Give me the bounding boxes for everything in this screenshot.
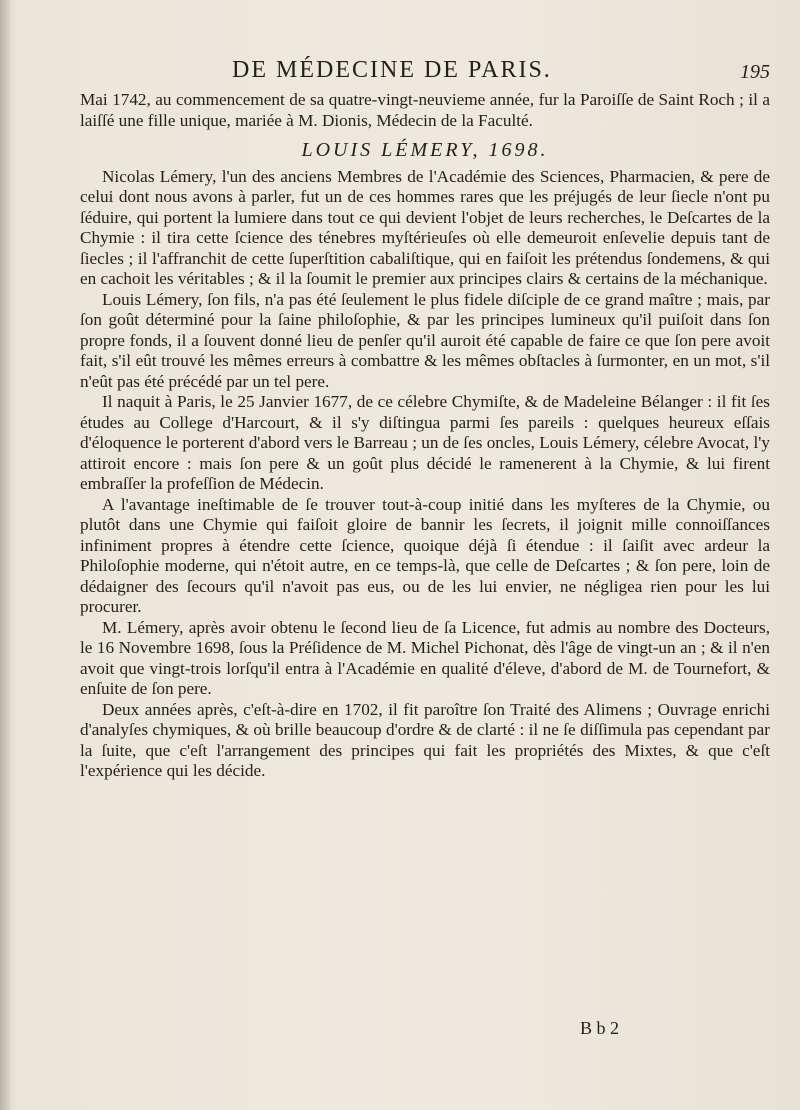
running-title: DE MÉDECINE DE PARIS. [232,57,552,83]
paragraph: Il naquit à Paris, le 25 Janvier 1677, de ce célebre Chymiſte, & de Madeleine Bélanger : il fit ſes études au College d'Harcourt, & il s'y diſtingua parmi ſes pareils : quelques heureux eſſais d'éloquence le porterent d'abord vers le Barreau ; un de ſes oncles, Louis Lémery, célebre Avocat, l'y attiroit encore : mais ſon pere & un goût plus décidé le ramenerent à la Chymie, & lui firent embraſſer la profeſſion de Médecin. [80,392,770,493]
paragraph: Louis Lémery, ſon fils, n'a pas été ſeulement le plus fidele diſciple de ce grand maître ; mais, par ſon goût déterminé pour la ſaine philoſophie, & par les principes lumineux qu'il puiſoit dans ſon propre fonds, il a ſouvent donné lieu de penſer qu'il auroit été capable de faire ce que ſon pere avoit fait, s'il eût trouvé les mêmes erreurs à combattre & les mêmes obſtacles à ſurmonter, en un mot, s'il n'eût pas été précédé par un tel pere. [80,289,770,391]
paragraph: Nicolas Lémery, l'un des anciens Membres de l'Académie des Sciences, Pharmacien, & pere de celui dont nous avons à parler, fut un de ces hommes rares que les préjugés de leur ſiecle n'ont pu ſéduire, qui portent la lumiere dans tout ce qui devient l'objet de leurs recherches, le Deſcartes de la Chymie : il tira cette ſcience des ténebres myſtérieuſes où elle demeuroit enſevelie depuis tant de ſiecles ; il l'affranchit de cette ſuperſtition cabaliſtique, qui en faiſoit les prétendus ſondemens, & qui en cachoit les véritables ; & il la ſoumit le premier aux principes clairs & certains de la méchanique. [80,166,770,288]
page-number: 195 [740,61,770,83]
intro-paragraph: Mai 1742, au commencement de sa quatre-vingt-neuvieme année, fur la Paroiſſe de Saint Roch ; il a laiſſé une fille unique, mariée à M. Dionis, Médecin de la Faculté. [80,90,770,130]
paragraph: Deux années après, c'eſt-à-dire en 1702, il fit paroître ſon Traité des Alimens ; Ouvrage enrichi d'analyſes chymiques, & où brille beaucoup d'ordre & de clarté : il ne ſe diſſimula pas cependant par la ſuite, que c'eſt l'arrangement des principes qui fait les propriétés des Mixtes, & que c'eſt l'expérience qui les décide. [80,699,770,780]
page-binding-edge [0,0,10,1110]
paragraph: A l'avantage ineſtimable de ſe trouver tout-à-coup initié dans les myſteres de la Chymie, ou plutôt dans une Chymie qui faiſoit gloire de bannir les ſecrets, il joignit mille connoiſſances infiniment propres à étendre cette ſcience, quoique déjà ſi étendue : il ſaiſit avec ardeur la Philoſophie moderne, qui n'étoit autre, en ce temps-là, que celle de Deſcartes ; & ſon pere, loin de dédaigner des ſecours qu'il n'avoit pas eus, ou de les lui envier, ne négligea rien pour les lui procurer. [80,494,770,616]
signature-mark: B b 2 [580,1018,620,1038]
section-heading: LOUIS LÉMERY, 1698. [301,139,549,161]
page-header [80,57,770,87]
body-text [80,90,770,782]
paragraph: M. Lémery, après avoir obtenu le ſecond lieu de ſa Licence, fut admis au nombre des Docteurs, le 16 Novembre 1698, ſous la Préſidence de M. Michel Pichonat, dès l'âge de vingt-un an ; & il n'en avoit que vingt-trois lorſqu'il entra à l'Académie en qualité d'éleve, d'abord de M. de Tournefort, & enſuite de ſon pere. [80,617,770,698]
